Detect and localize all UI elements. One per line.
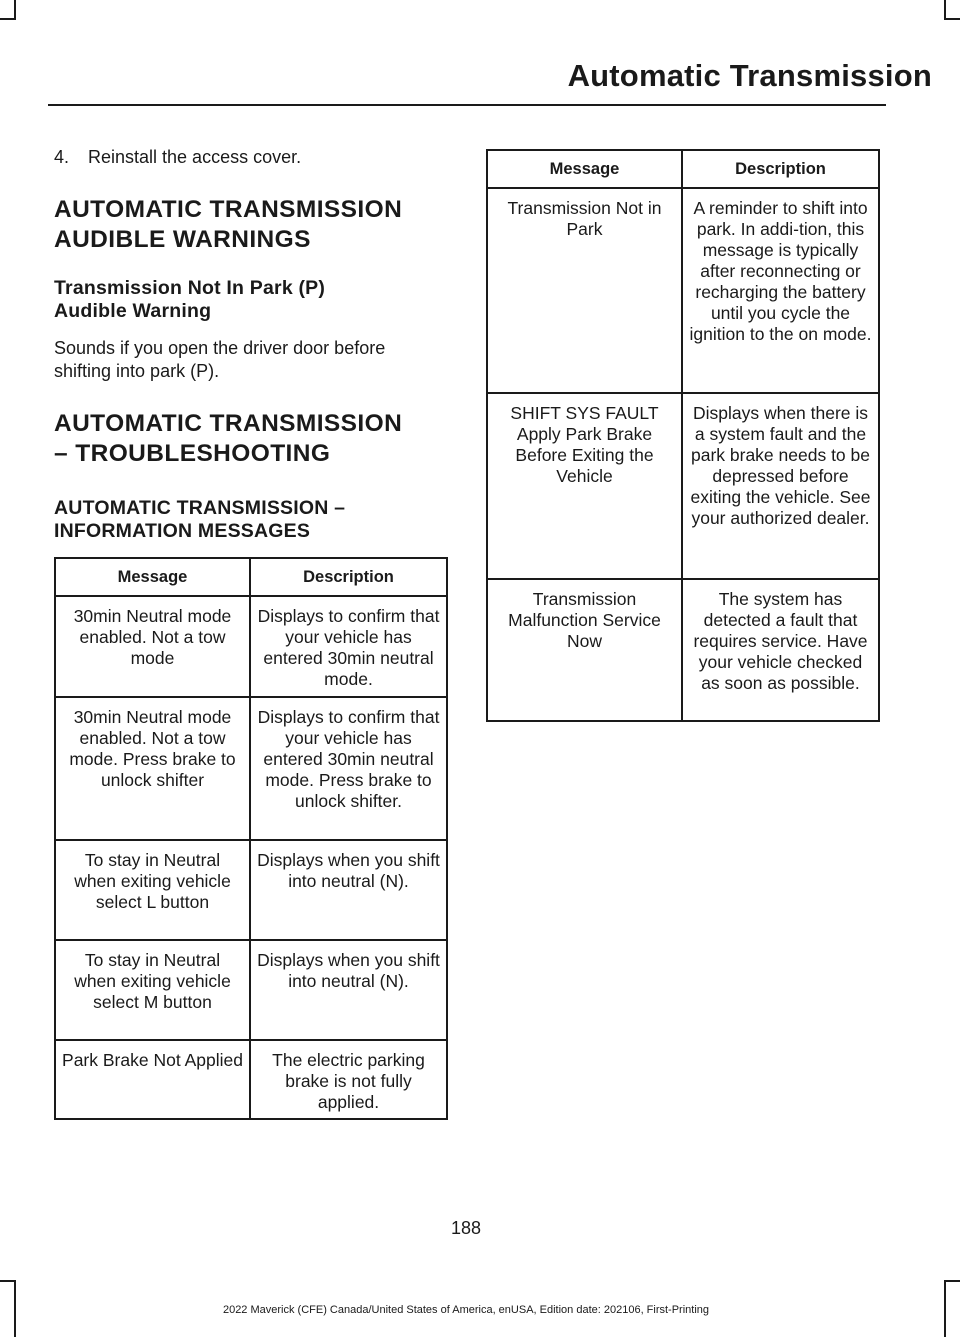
column-header-description: Description [250,558,447,596]
description-cell: Displays when there is a system fault and the park brake needs to be depressed before exiting the vehicle. See your authorized dealer. [682,393,879,579]
crop-mark [944,1280,946,1337]
description-cell: Displays to confirm that your vehicle has entered 30min neutral mode. [250,596,447,697]
description-cell: The system has detected a fault that requires service. Have your vehicle checked as soon as possible. [682,579,879,721]
crop-mark [14,0,16,20]
heading-line: AUTOMATIC TRANSMISSION [54,410,403,437]
message-cell: Transmission Not in Park [487,188,682,393]
table-row [55,596,447,697]
message-cell: Transmission Malfunction Service Now [487,579,682,721]
crop-mark [944,18,960,20]
table-header-row [55,558,447,596]
crop-mark [0,18,16,20]
table-row [487,188,879,393]
page-footer: 2022 Maverick (CFE) Canada/United States of America, enUSA, Edition date: 202106, First-Printing [222,1304,710,1316]
subheading-line: AUTOMATIC TRANSMISSION – [54,497,346,519]
message-cell: 30min Neutral mode enabled. Not a tow mode [55,596,250,697]
subheading-line: Transmission Not In Park (P) [54,277,326,299]
subheading-not-in-park [54,277,446,323]
step-item [54,143,446,171]
messages-table-right [486,149,880,722]
description-cell: A reminder to shift into park. In addi-tion, this message is typically after reconnecting or recharging the battery until you cycle the ignition to the on mode. [682,188,879,393]
table-row [55,940,447,1040]
table-row [55,1040,447,1119]
description-cell: Displays when you shift into neutral (N). [250,940,447,1040]
table-row [487,393,879,579]
step-text: Reinstall the access cover. [88,147,302,167]
page-header-title: Automatic Transmission [567,58,932,93]
table-row [55,697,447,840]
section-heading-troubleshooting [54,409,446,469]
column-header-description: Description [682,150,879,188]
page-number: 188 [450,1218,482,1238]
section-heading-audible [54,195,446,255]
table-header-row [487,150,879,188]
message-cell: Park Brake Not Applied [55,1040,250,1119]
table-row [55,840,447,940]
messages-table-left [54,557,448,1120]
heading-line: AUDIBLE WARNINGS [54,226,311,253]
step-number: 4. [54,147,70,167]
message-cell: To stay in Neutral when exiting vehicle select L button [55,840,250,940]
subheading-information-messages [54,497,446,543]
crop-mark [0,1280,16,1282]
table-row [487,579,879,721]
column-header-message: Message [55,558,250,596]
heading-line: – TROUBLESHOOTING [54,440,331,467]
left-column [54,143,446,557]
message-cell: SHIFT SYS FAULT Apply Park Brake Before Exiting the Vehicle [487,393,682,579]
message-cell: To stay in Neutral when exiting vehicle select M button [55,940,250,1040]
description-cell: Displays when you shift into neutral (N). [250,840,447,940]
column-header-message: Message [487,150,682,188]
description-cell: Displays to confirm that your vehicle has entered 30min neutral mode. Press brake to unlock shifter. [250,697,447,840]
description-cell: The electric parking brake is not fully applied. [250,1040,447,1119]
subheading-line: INFORMATION MESSAGES [54,520,311,542]
subheading-line: Audible Warning [54,300,212,322]
crop-mark [944,0,946,20]
header-divider [48,104,886,106]
heading-line: AUTOMATIC TRANSMISSION [54,196,403,223]
body-paragraph: Sounds if you open the driver door before shifting into park (P). [54,338,386,381]
message-cell: 30min Neutral mode enabled. Not a tow mode. Press brake to unlock shifter [55,697,250,840]
crop-mark [944,1280,960,1282]
